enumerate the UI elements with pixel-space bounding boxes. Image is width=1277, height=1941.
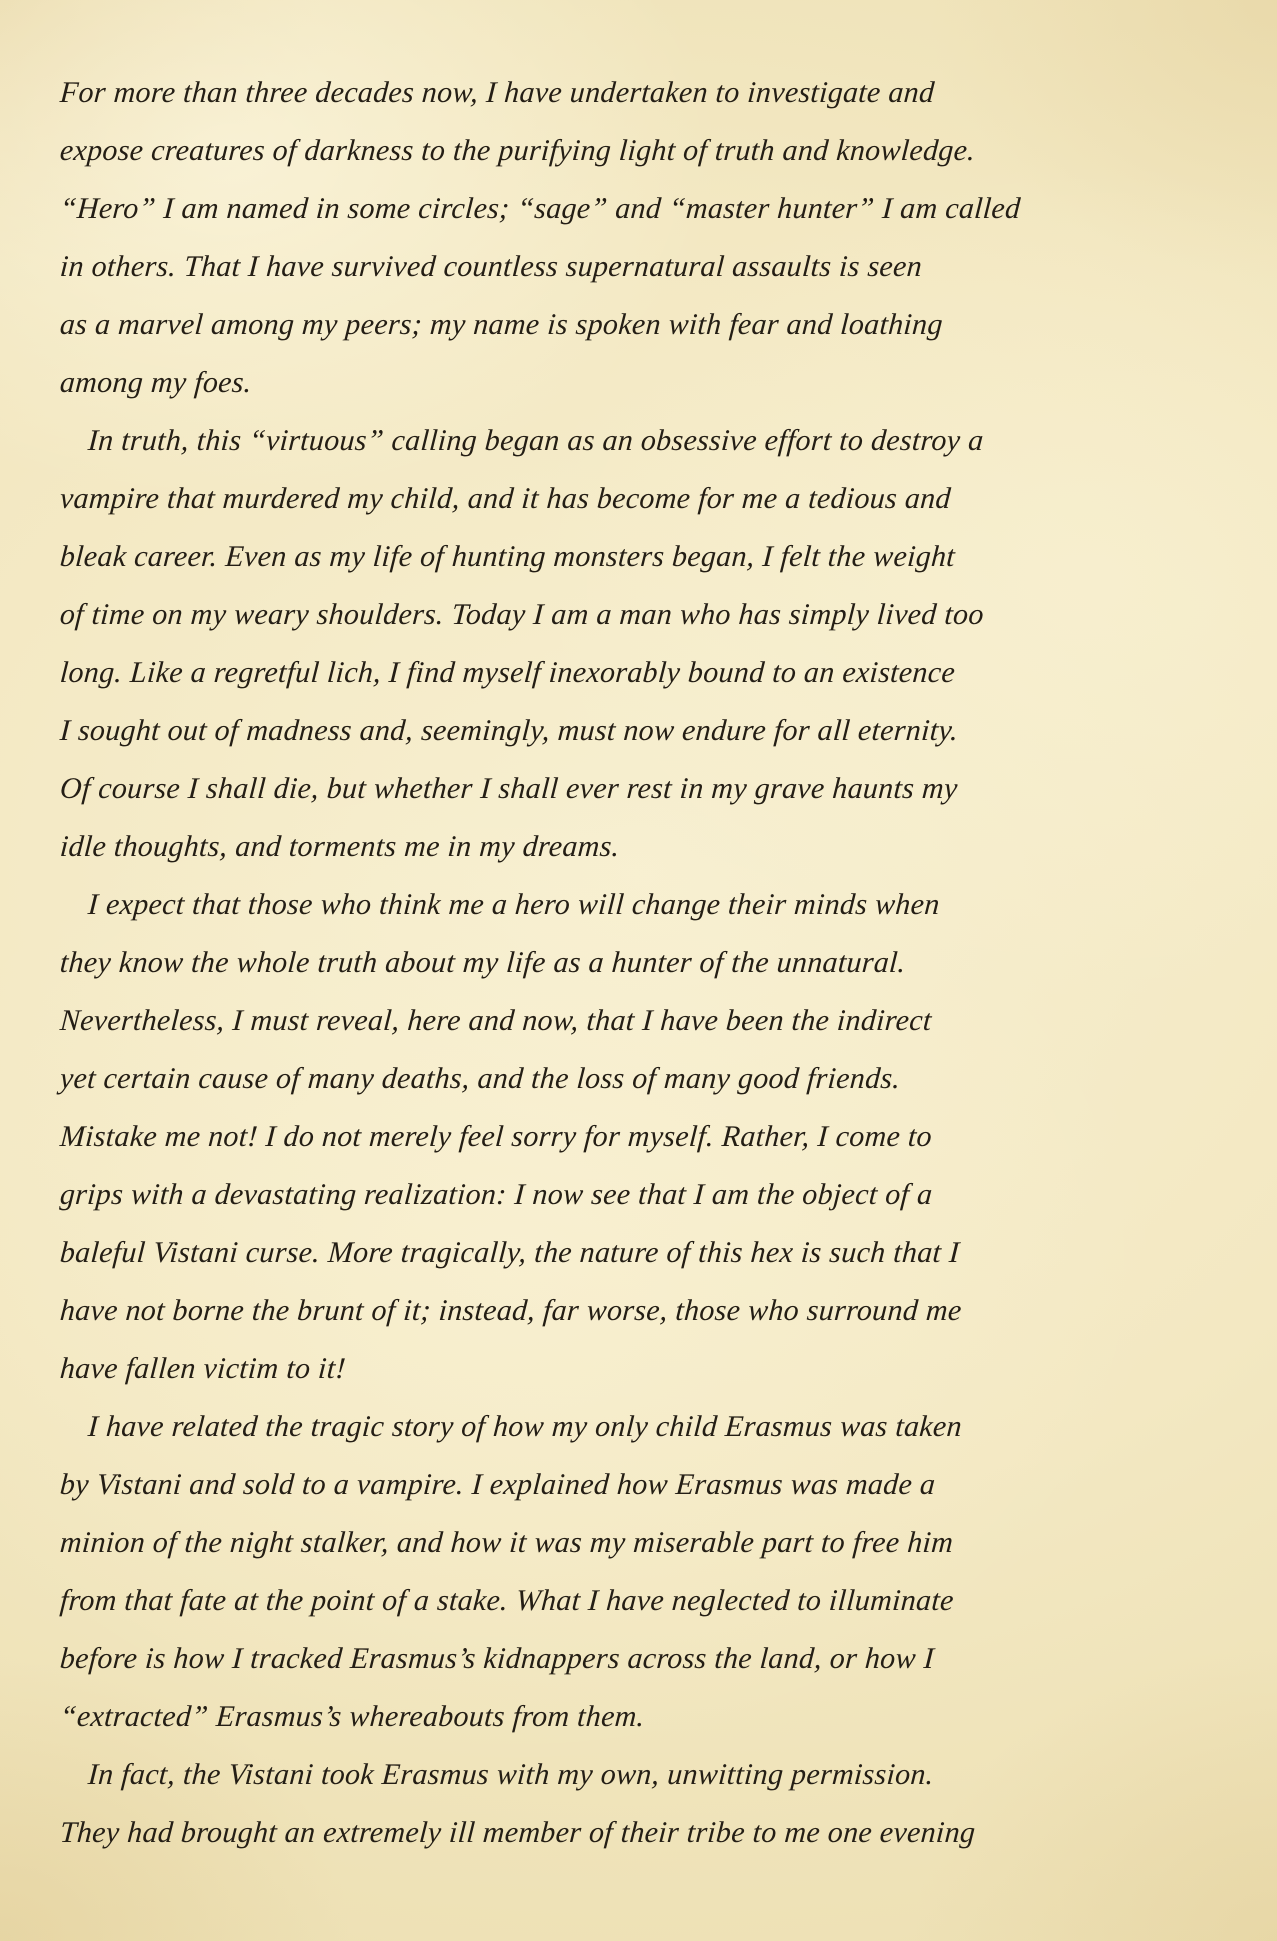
manuscript-text	[60, 64, 1220, 1862]
text-line: I have related the tragic story of how my only child Erasmus was taken	[86, 1410, 964, 1443]
text-line: Mistake me not! I do not merely feel sorry for myself. Rather, I come to	[58, 1120, 934, 1153]
text-line: by Vistani and sold to a vampire. I explained how Erasmus was made a	[58, 1468, 937, 1501]
text-line: idle thoughts, and torments me in my dreams.	[58, 830, 621, 863]
paragraph-4	[60, 1398, 1220, 1746]
text-line: in others. That I have survived countless supernatural assaults is seen	[58, 250, 924, 283]
text-line: “Hero” I am named in some circles; “sage” and “master hunter” I am called	[58, 192, 1022, 225]
paragraph-2	[60, 412, 1220, 876]
text-line: vampire that murdered my child, and it has become for me a tedious and	[58, 482, 953, 515]
text-line: as a marvel among my peers; my name is spoken with fear and loathing	[58, 308, 944, 341]
text-line: baleful Vistani curse. More tragically, the nature of this hex is such that I	[58, 1236, 961, 1269]
text-line: Of course I shall die, but whether I shall ever rest in my grave haunts my	[58, 772, 959, 805]
text-line: of time on my weary shoulders. Today I am a man who has simply lived too	[58, 598, 985, 631]
text-line: from that fate at the point of a stake. What I have neglected to illuminate	[58, 1584, 955, 1617]
paragraph-1	[60, 64, 1220, 412]
text-line: bleak career. Even as my life of hunting monsters began, I felt the weight	[58, 540, 957, 573]
text-line: yet certain cause of many deaths, and the loss of many good friends.	[58, 1062, 902, 1095]
paragraph-3	[60, 876, 1220, 1398]
text-line: I sought out of madness and, seemingly, must now endure for all eternity.	[58, 714, 960, 747]
text-line: minion of the night stalker, and how it was my miserable part to free him	[58, 1526, 955, 1559]
text-line: among my foes.	[58, 366, 253, 399]
text-line: long. Like a regretful lich, I find myself inexorably bound to an existence	[58, 656, 957, 689]
text-line: I expect that those who think me a hero will change their minds when	[86, 888, 941, 921]
text-line: they know the whole truth about my life as a hunter of the unnatural.	[58, 946, 907, 979]
paragraph-5	[60, 1746, 1220, 1862]
text-line: In fact, the Vistani took Erasmus with my own, unwitting permission.	[86, 1758, 935, 1791]
text-line: have not borne the brunt of it; instead, far worse, those who surround me	[58, 1294, 963, 1327]
text-line: “extracted” Erasmus’s whereabouts from them.	[58, 1700, 646, 1733]
text-line: For more than three decades now, I have undertaken to investigate and	[58, 76, 936, 109]
text-line: before is how I tracked Erasmus’s kidnappers across the land, or how I	[58, 1642, 936, 1675]
text-line: In truth, this “virtuous” calling began as an obsessive effort to destroy a	[86, 424, 985, 457]
text-line: expose creatures of darkness to the purifying light of truth and knowledge.	[58, 134, 977, 167]
text-line: have fallen victim to it!	[58, 1352, 347, 1385]
text-line: Nevertheless, I must reveal, here and now, that I have been the indirect	[58, 1004, 933, 1037]
text-line: grips with a devastating realization: I now see that I am the object of a	[58, 1178, 934, 1211]
text-line: They had brought an extremely ill member of their tribe to me one evening	[58, 1816, 977, 1849]
